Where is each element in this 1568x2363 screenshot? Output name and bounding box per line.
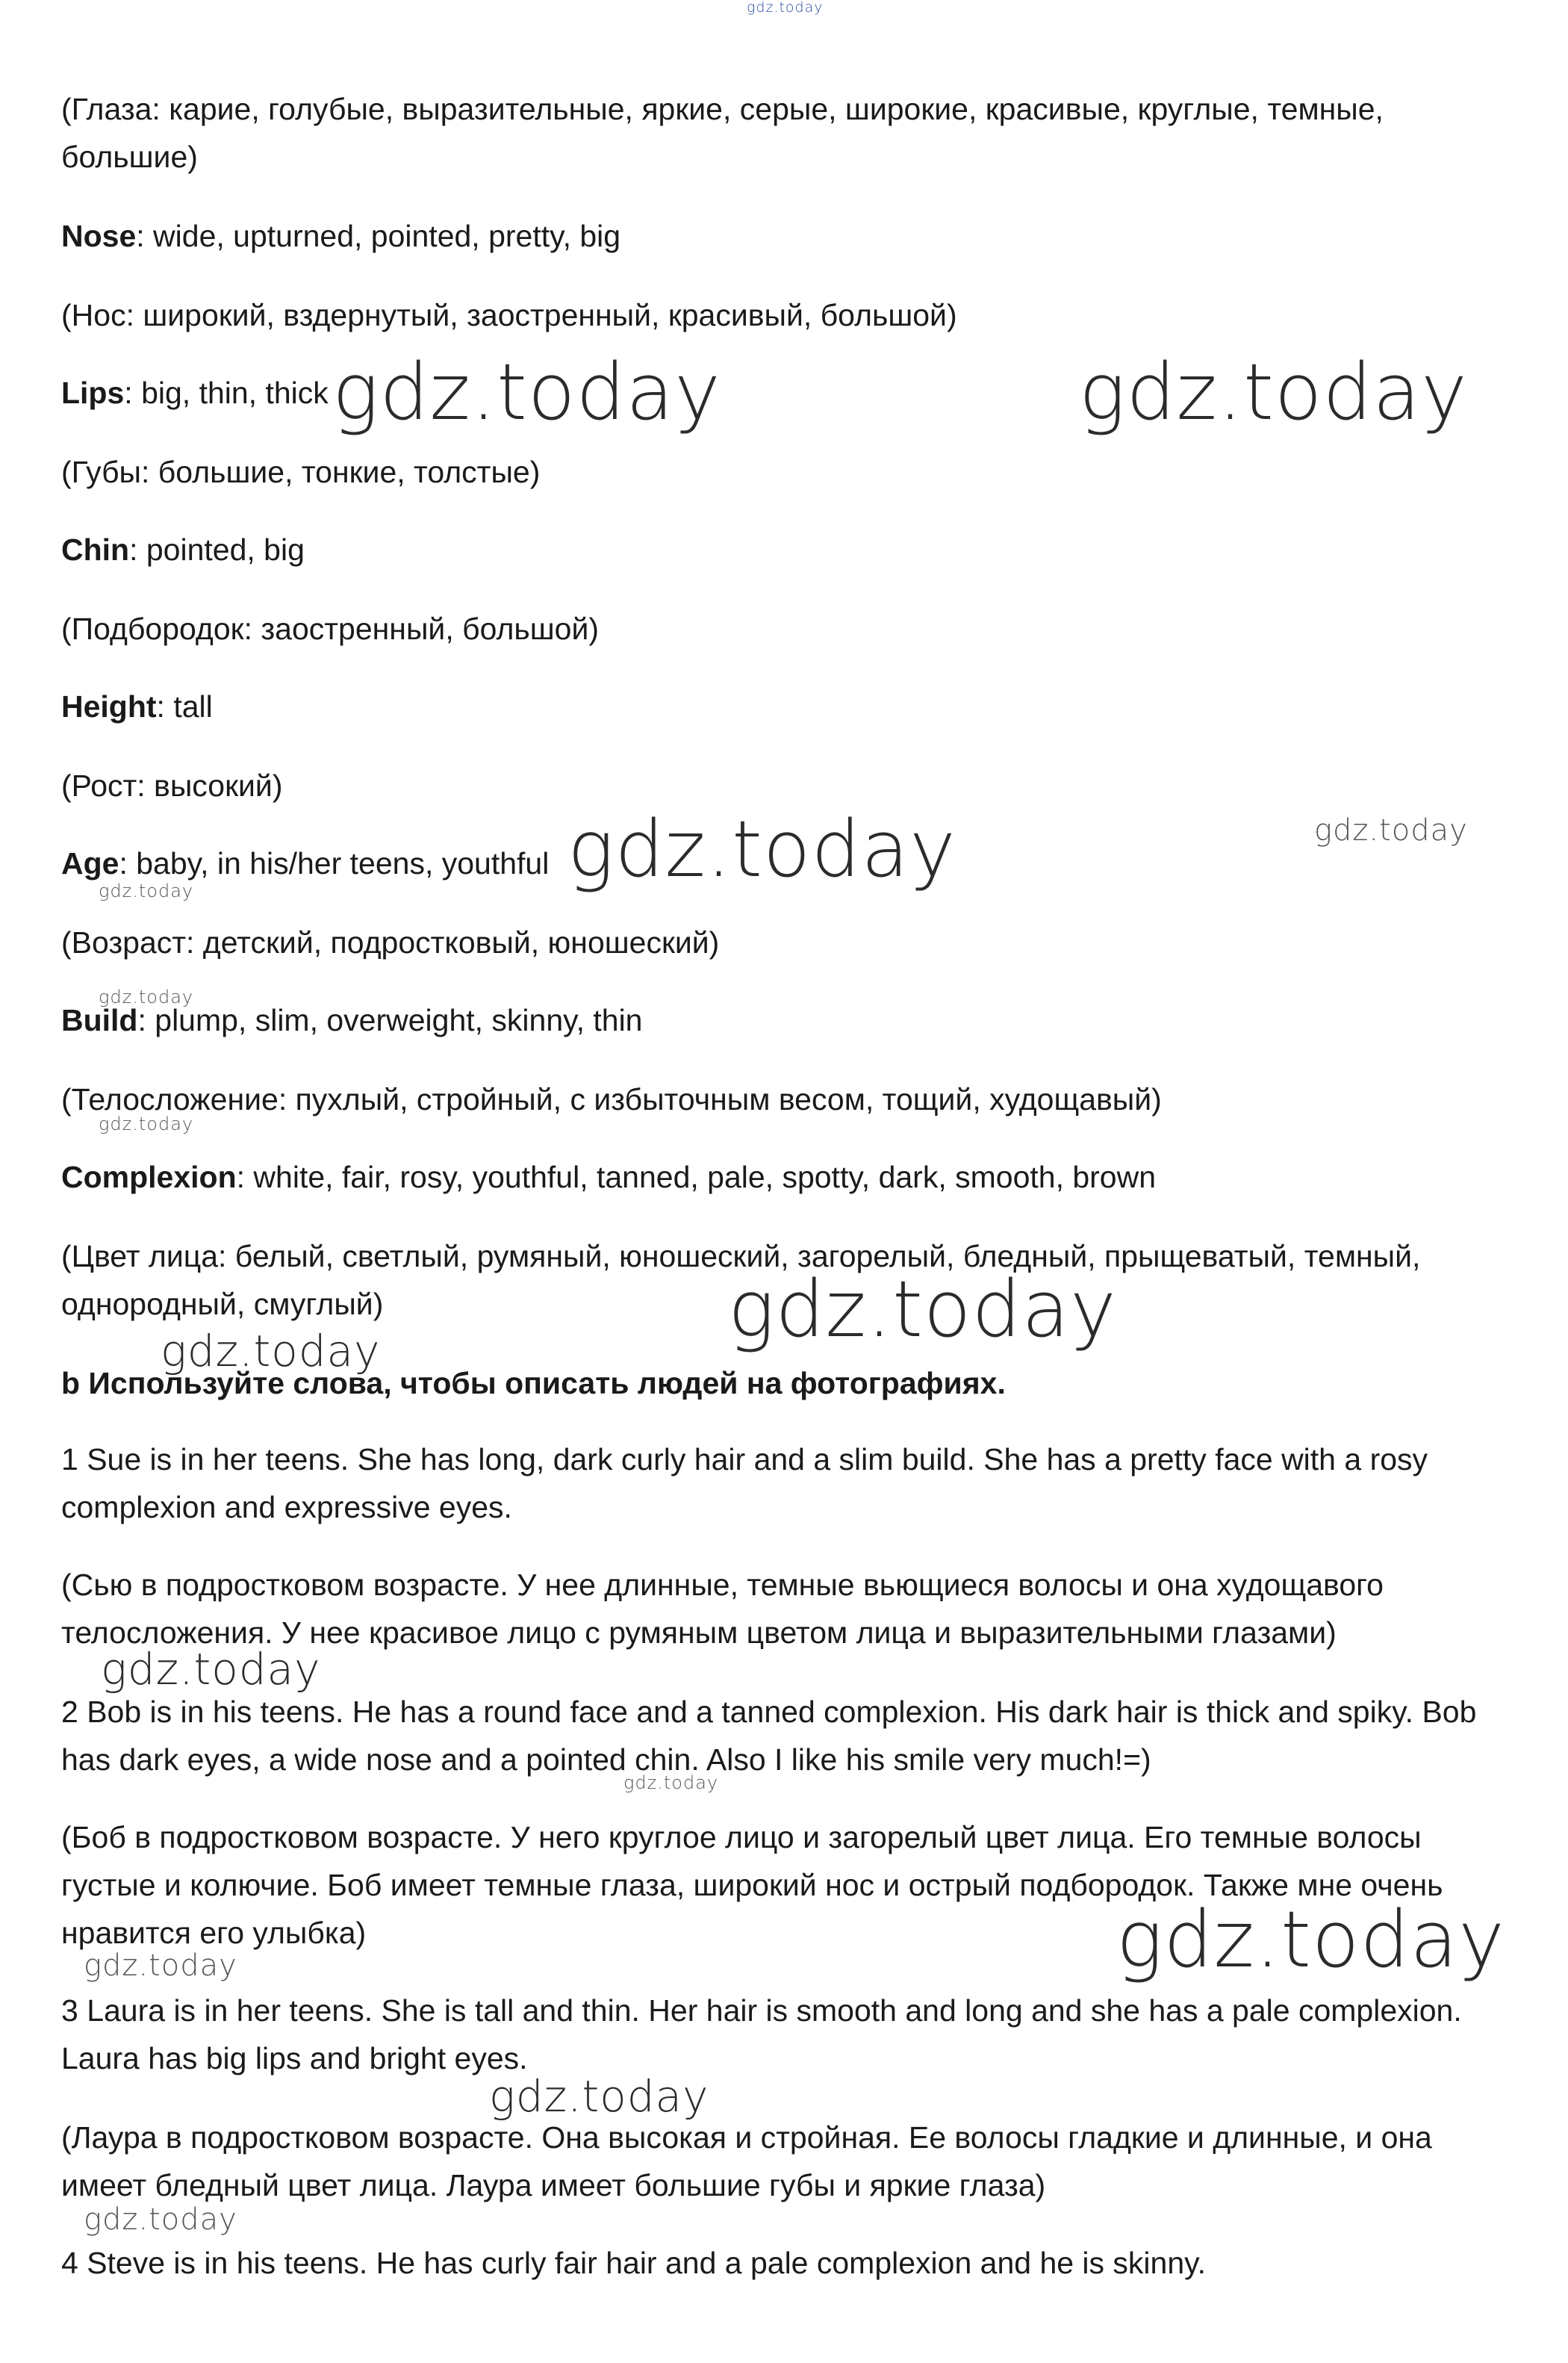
feature-words: : baby, in his/her teens, youthful [119, 846, 550, 881]
answer-sue: 1 Sue is in her teens. She has long, dark curly hair and a slim build. She has a pretty face with a rosy complexion and expressive eyes. [61, 1442, 1428, 1524]
feature-height [61, 683, 1510, 730]
feature-term: Nose [61, 219, 137, 253]
watermark: gdz.today [101, 1644, 321, 1695]
feature-term: Complexion [61, 1160, 237, 1194]
chin-translation: (Подбородок: заостренный, большой) [61, 612, 600, 646]
answer-bob: 2 Bob is in his teens. He has a round face and a tanned complexion. His dark hair is thick and spiky. Bob has dark eyes, a wide nose and a pointed chin. Also I like his smile very much!=) [61, 1695, 1477, 1777]
build-translation: (Телосложение: пухлый, стройный, с избыточным весом, тощий, худощавый) [61, 1082, 1162, 1117]
feature-chin [61, 526, 1510, 574]
watermark: gdz.today [1079, 347, 1468, 438]
feature-words: : tall [156, 689, 213, 724]
watermark: gdz.today [84, 2202, 237, 2237]
complexion-translation: (Цвет лица: белый, светлый, румяный, юношеский, загорелый, бледный, прыщеватый, темный, однородный, смуглый) [61, 1239, 1421, 1321]
answer-laura-translation: (Лаура в подростковом возрасте. Она высокая и стройная. Ее волосы гладкие и длинные, и она имеет бледный цвет лица. Лаура имеет большие губы и яркие глаза) [61, 2120, 1432, 2202]
feature-term: Chin [61, 532, 130, 567]
watermark: gdz.today [747, 0, 824, 16]
watermark: gdz.today [1116, 1894, 1505, 1985]
watermark: gdz.today [1314, 813, 1468, 848]
eyes-translation: (Глаза: карие, голубые, выразительные, яркие, серые, широкие, красивые, круглые, темные, большие) [61, 92, 1384, 174]
watermark: gdz.today [84, 1949, 237, 1983]
watermark: gdz.today [489, 2071, 709, 2122]
watermark: gdz.today [99, 1114, 194, 1134]
answer-bob-translation: (Боб в подростковом возрасте. У него круглое лицо и загорелый цвет лица. Его темные волосы густые и колючие. Боб имеет темные глаза, широкий нос и острый подбородок. Также мне очень нравится его улыбка) [61, 1820, 1443, 1950]
answer-sue-translation: (Сью в подростковом возрасте. У нее длинные, темные вьющиеся волосы и она худощавого телосложения. У нее красивое лицо с румяным цветом лица и выразительными глазами) [61, 1568, 1384, 1650]
feature-nose [61, 212, 1510, 260]
feature-words: : white, fair, rosy, youthful, tanned, pale, spotty, dark, smooth, brown [236, 1160, 1157, 1194]
watermark: gdz.today [623, 1772, 719, 1793]
age-translation: (Возраст: детский, подростковый, юношеский) [61, 925, 720, 960]
answer-laura: 3 Laura is in her teens. She is tall and thin. Her hair is smooth and long and she has a pale complexion. Laura has big lips and bright eyes. [61, 1993, 1462, 2075]
feature-words: : big, thin, thick [124, 376, 329, 410]
watermark: gdz.today [99, 881, 194, 901]
feature-term: Build [61, 1003, 138, 1037]
feature-words: : pointed, big [129, 532, 305, 567]
feature-complexion [61, 1153, 1510, 1201]
task-heading: b Используйте слова, чтобы описать людей на фотографиях. [61, 1366, 1006, 1400]
lips-translation: (Губы: большие, тонкие, толстые) [61, 455, 541, 489]
watermark: gdz.today [728, 1264, 1117, 1355]
watermark: gdz.today [99, 987, 194, 1007]
feature-term: Age [61, 846, 119, 881]
feature-term: Height [61, 689, 157, 724]
nose-translation: (Нос: широкий, вздернутый, заостренный, красивый, большой) [61, 298, 957, 332]
watermark: gdz.today [161, 1326, 381, 1376]
feature-words: : wide, upturned, pointed, pretty, big [136, 219, 621, 253]
answer-steve: 4 Steve is in his teens. He has curly fair hair and a pale complexion and he is skinny. [61, 2246, 1206, 2280]
feature-build [61, 996, 1510, 1044]
height-translation: (Рост: высокий) [61, 768, 283, 803]
watermark: gdz.today [332, 347, 721, 438]
feature-term: Lips [61, 376, 125, 410]
feature-words: : plump, slim, overweight, skinny, thin [137, 1003, 643, 1037]
watermark: gdz.today [567, 804, 956, 895]
